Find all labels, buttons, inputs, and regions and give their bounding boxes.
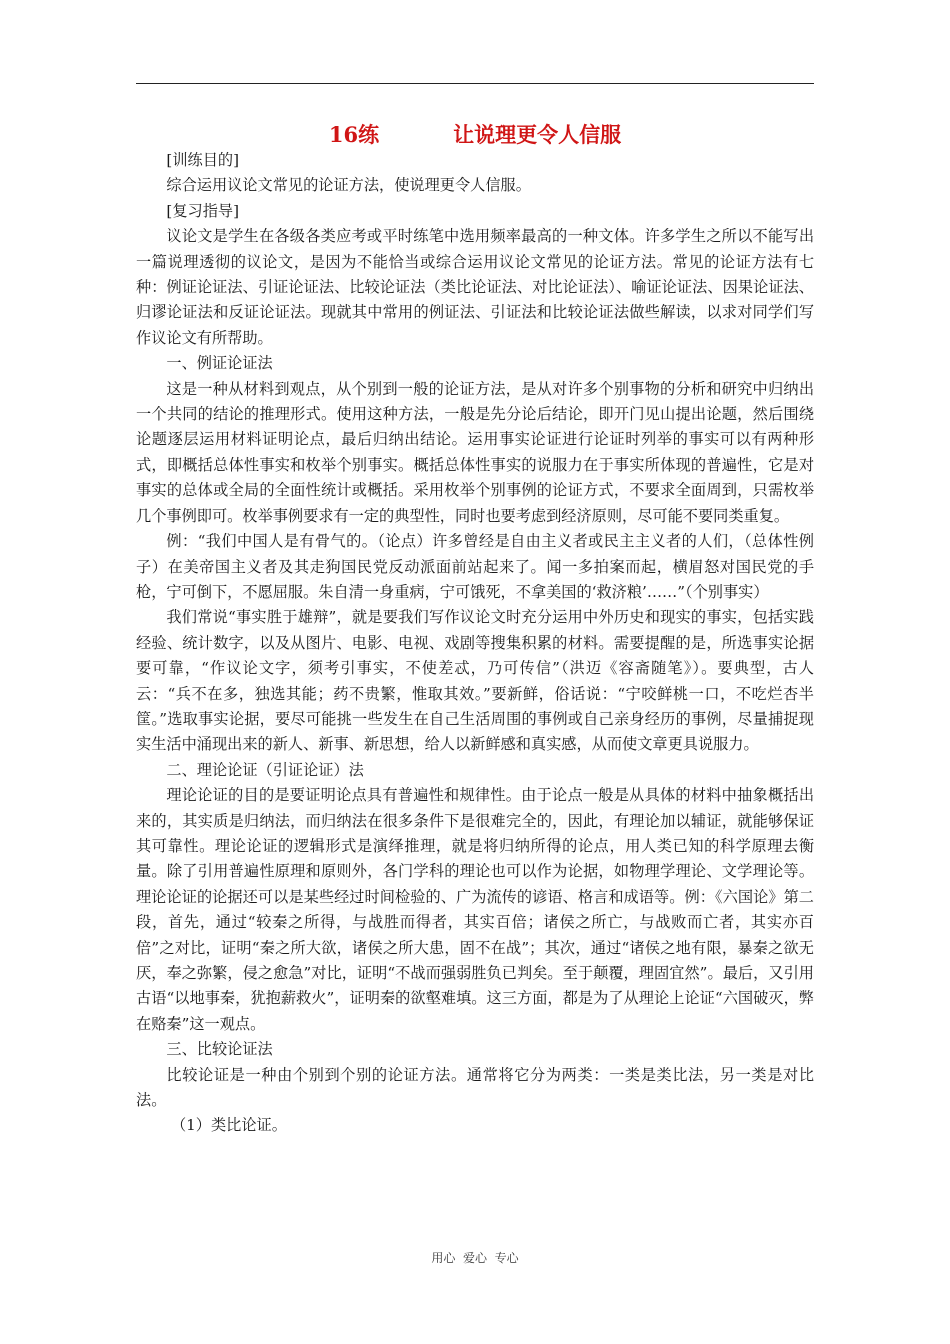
heading-theory-method: 二、理论论证（引证论证）法	[166, 760, 364, 779]
theory-paragraph: 理论论证的目的是要证明论点具有普遍性和规律性。由于论点一般是从具体的材料中抽象概括出来的，其实质是归纳法，而归纳法在很多条件下是很难完全的，因此，有理论加以辅证，就能够保证其可靠性。理论论证的逻辑形式是演绎推理，就是将归纳所得的论点，用人类已知的科学原理去衡量。除了引用普遍性原理和原则外，各门学科的理论也可以作为论据，如物理学理论、文学理论等。理论论证的论据还可以是某些经过时间检验的、广为流传的谚语、格言和成语等。例：《六国论》第二段，首先，通过“较秦之所得，与战胜而得者，其实百倍；诸侯之所亡，与战败而亡者，其实亦百倍”之对比，证明“秦之所大欲，诸侯之所大患，固不在战”；其次，通过“诸侯之地有限，暴秦之欲无厌，奉之弥繁，侵之愈急”对比，证明“不战而强弱胜负已判矣。至于颠覆，理固宜然”。最后，又引用古语“以地事秦，犹抱薪救火”，证明秦的欲壑难填。这三方面，都是为了从理论上论证“六国破灭，弊在赂秦”这一观点。	[136, 786, 814, 1033]
example-method-paragraph: 这是一种从材料到观点，从个别到一般的论证方法，是从对许多个别事物的分析和研究中归纳出一个共同的结论的推理形式。使用这种方法，一般是先分论后结论，即开门见山提出论题，然后围绕论题逐层运用材料证明论点，最后归纳出结论。运用事实论证进行论证时列举的事实可以有两种形式，即概括总体性事实和枚举个别事实。概括总体性事实的说服力在于事实所体现的普遍性，它是对事实的总体或全局的全面性统计或概括。采用枚举个别事例的论证方式，不要求全面周到，只需枚举几个事例即可。枚举事例要求有一定的典型性，同时也要考虑到经济原则，尽可能不要同类重复。	[136, 379, 814, 525]
guidance-paragraph: 议论文是学生在各级各类应考或平时练笔中选用频率最高的一种文体。许多学生之所以不能写出一篇说理透彻的议论文，是因为不能恰当或综合运用议论文常见的论证方法。常见的论证方法有七种：例证论证法、引证论证法、比较论证法（类比论证法、对比论证法）、喻证论证法、因果论证法、归谬论证法和反证论证法。现就其中常用的例证法、引证法和比较论证法做些解读，以求对同学们写作议论文有所帮助。	[136, 227, 814, 347]
analogy-subheading: （1）类比论证。	[170, 1116, 287, 1135]
title-text: 让说理更令人信服	[453, 122, 622, 147]
page-footer: 用心 爱心 专心	[431, 1251, 519, 1265]
example-quote-paragraph: 例：“我们中国人是有骨气的。（论点）许多曾经是自由主义者或民主主义者的人们，（总体性例子）在美帝国主义者及其走狗国民党反动派面前站起来了。闻一多拍案而起，横眉怒对国民党的手枪，宁可倒下，不愿屈服。朱自清一身重病，宁可饿死，不拿美国的‘救济粮’……”（个别事实）	[136, 532, 814, 601]
objective-text: 综合运用议论文常见的论证方法，使说理更令人信服。	[166, 176, 531, 195]
page-title	[136, 120, 814, 150]
title-number: 16练	[328, 122, 380, 147]
header-rule	[136, 83, 814, 84]
section-label-guidance: [复习指导]	[166, 201, 239, 220]
heading-comparison-method: 三、比较论证法	[166, 1040, 273, 1059]
section-label-objective: [训练目的]	[166, 151, 239, 169]
heading-example-method: 一、例证论证法	[166, 354, 273, 373]
facts-paragraph: 我们常说“事实胜于雄辩”，就是要我们写作议论文时充分运用中外历史和现实的事实，包括实践经验、统计数字，以及从图片、电影、电视、戏剧等搜集积累的材料。需要提醒的是，所选事实论据要可靠，“作议论文字，须考引事实，不使差忒，乃可传信”（洪迈《容斋随笔》）。要典型，古人云：“兵不在多，独选其能；药不贵繁，惟取其效。”要新鲜，俗话说：“宁咬鲜桃一口，不吃烂杏半筐。”选取事实论据，要尽可能挑一些发生在自己生活周围的事例或自己亲身经历的事例，尽量捕捉现实生活中涌现出来的新人、新事、新思想，给人以新鲜感和真实感，从而使文章更具说服力。	[136, 608, 814, 754]
comparison-paragraph: 比较论证是一种由个别到个别的论证方法。通常将它分为两类：一类是类比法，另一类是对比法。	[136, 1065, 814, 1110]
document-body	[136, 148, 814, 1139]
